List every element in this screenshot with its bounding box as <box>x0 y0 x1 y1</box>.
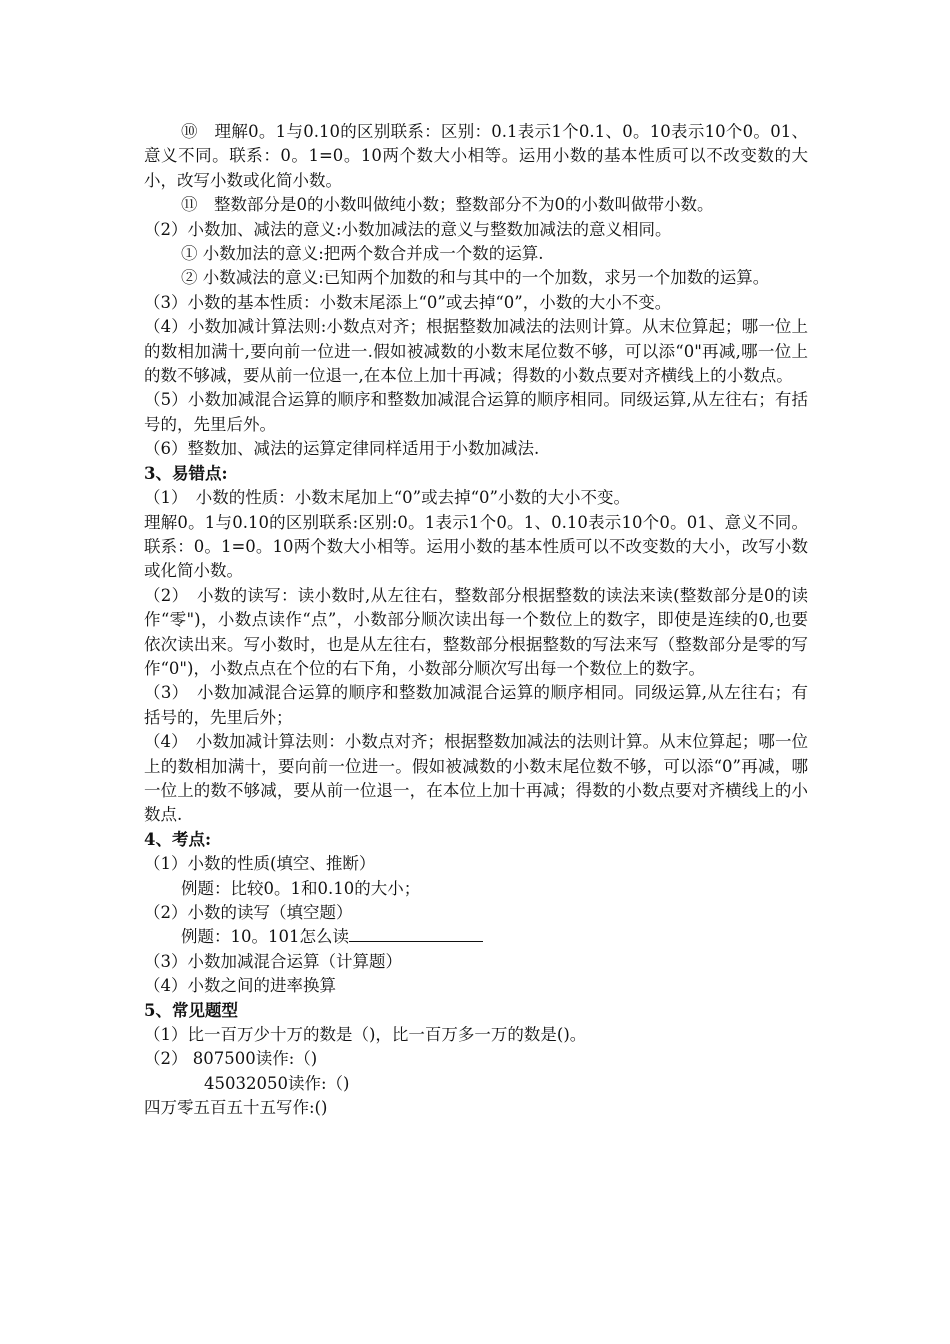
paragraph-addition-meaning: ① 小数加法的意义:把两个数合并成一个数的运算. <box>181 244 544 264</box>
paragraph-error-2: （2） 小数的读写：读小数时,从左往右，整数部分根据整数的读法来读(整数部分是0的读作“零")，小数点读作“点”，小数部分顺次读出每一个数位上的数字，即使是连续的0,也要依次读出来。写小数时，也是从左往右，整数部分根据整数的写法来写（整数部分是零的写作“0")，小数点点在个位的右下角，小数部分顺次写出每一个数位上的数字。 <box>144 585 808 678</box>
question-2-part-c: 四万零五百五十五写作:() <box>144 1098 328 1118</box>
document-page <box>144 120 808 1121</box>
paragraph-exam-1: （1）小数的性质(填空、推断） <box>144 854 376 874</box>
paragraph-section-6: （6）整数加、减法的运算定律同样适用于小数加减法. <box>144 439 540 459</box>
paragraph-section-2: （2）小数加、减法的意义:小数加减法的意义与整数加减法的意义相同。 <box>144 219 672 239</box>
heading-exam-points: 4、考点: <box>144 829 212 849</box>
paragraph-section-4: （4）小数加减计算法则:小数点对齐；根据整数加减法的法则计算。从末位算起；哪一位上的数相加满十,要向前一位进一.假如被减数的小数末尾位数不够，可以添“0"再减,哪一位上的数不够减，要从前一位退一,在本位上加十再减；得数的小数点要对齐横线上的小数点。 <box>144 317 808 386</box>
paragraph-point-11: ⑪ 整数部分是0的小数叫做纯小数；整数部分不为0的小数叫做带小数。 <box>181 195 714 215</box>
paragraph-error-1: （1） 小数的性质：小数末尾加上“0”或去掉“0”小数的大小不变。 <box>144 488 630 508</box>
paragraph-exam-3: （3）小数加减混合运算（计算题） <box>144 951 402 971</box>
question-2: （2） 807500读作:（) <box>144 1049 318 1069</box>
heading-error-points: 3、易错点: <box>144 463 228 483</box>
paragraph-error-3: （3） 小数加减混合运算的顺序和整数加减混合运算的顺序相同。同级运算,从左往右；有括号的，先里后外； <box>144 683 808 727</box>
paragraph-exam-2-example <box>144 925 808 949</box>
paragraph-section-3: （3）小数的基本性质：小数末尾添上“0”或去掉“0”，小数的大小不变。 <box>144 292 672 312</box>
paragraph-subtraction-meaning: ② 小数减法的意义:已知两个加数的和与其中的一个加数，求另一个加数的运算。 <box>181 268 770 288</box>
question-2-part-b: 45032050读作:（) <box>204 1073 350 1093</box>
paragraph-error-4: （4） 小数加减计算法则：小数点对齐；根据整数加减法的法则计算。从末位算起；哪一位上的数相加满十，要向前一位进一。假如被减数的小数末尾位数不够，可以添“0”再减，哪一位上的数不够减，要从前一位退一，在本位上加十再减；得数的小数点要对齐横线上的小数点. <box>144 732 808 825</box>
exam-2-example-text: 例题：10。101怎么读 <box>181 927 349 947</box>
paragraph-exam-4: （4）小数之间的进率换算 <box>144 976 336 996</box>
paragraph-exam-1-example: 例题：比较0。1和0.10的大小； <box>181 878 421 898</box>
heading-common-questions: 5、常见题型 <box>144 1000 238 1020</box>
paragraph-section-5: （5）小数加减混合运算的顺序和整数加减混合运算的顺序相同。同级运算,从左往右；有括号的，先里后外。 <box>144 390 808 434</box>
question-1: （1）比一百万少十万的数是（)，比一百万多一万的数是()。 <box>144 1025 587 1045</box>
paragraph-error-1-detail: 理解0。1与0.10的区别联系:区别:0。1表示1个0。1、0.10表示10个0。01、意义不同。联系：0。1=0。10两个数大小相等。运用小数的基本性质可以不改变数的大小，改写小数或化简小数。 <box>144 512 808 581</box>
answer-blank <box>349 925 483 942</box>
paragraph-exam-2: （2）小数的读写（填空题） <box>144 903 353 922</box>
paragraph-point-10: ⑩ 理解0。1与0.10的区别联系：区别：0.1表示1个0.1、0。10表示10个0。01、意义不同。联系：0。1=0。10两个数大小相等。运用小数的基本性质可以不改变数的大小，改写小数或化简小数。 <box>144 122 808 190</box>
